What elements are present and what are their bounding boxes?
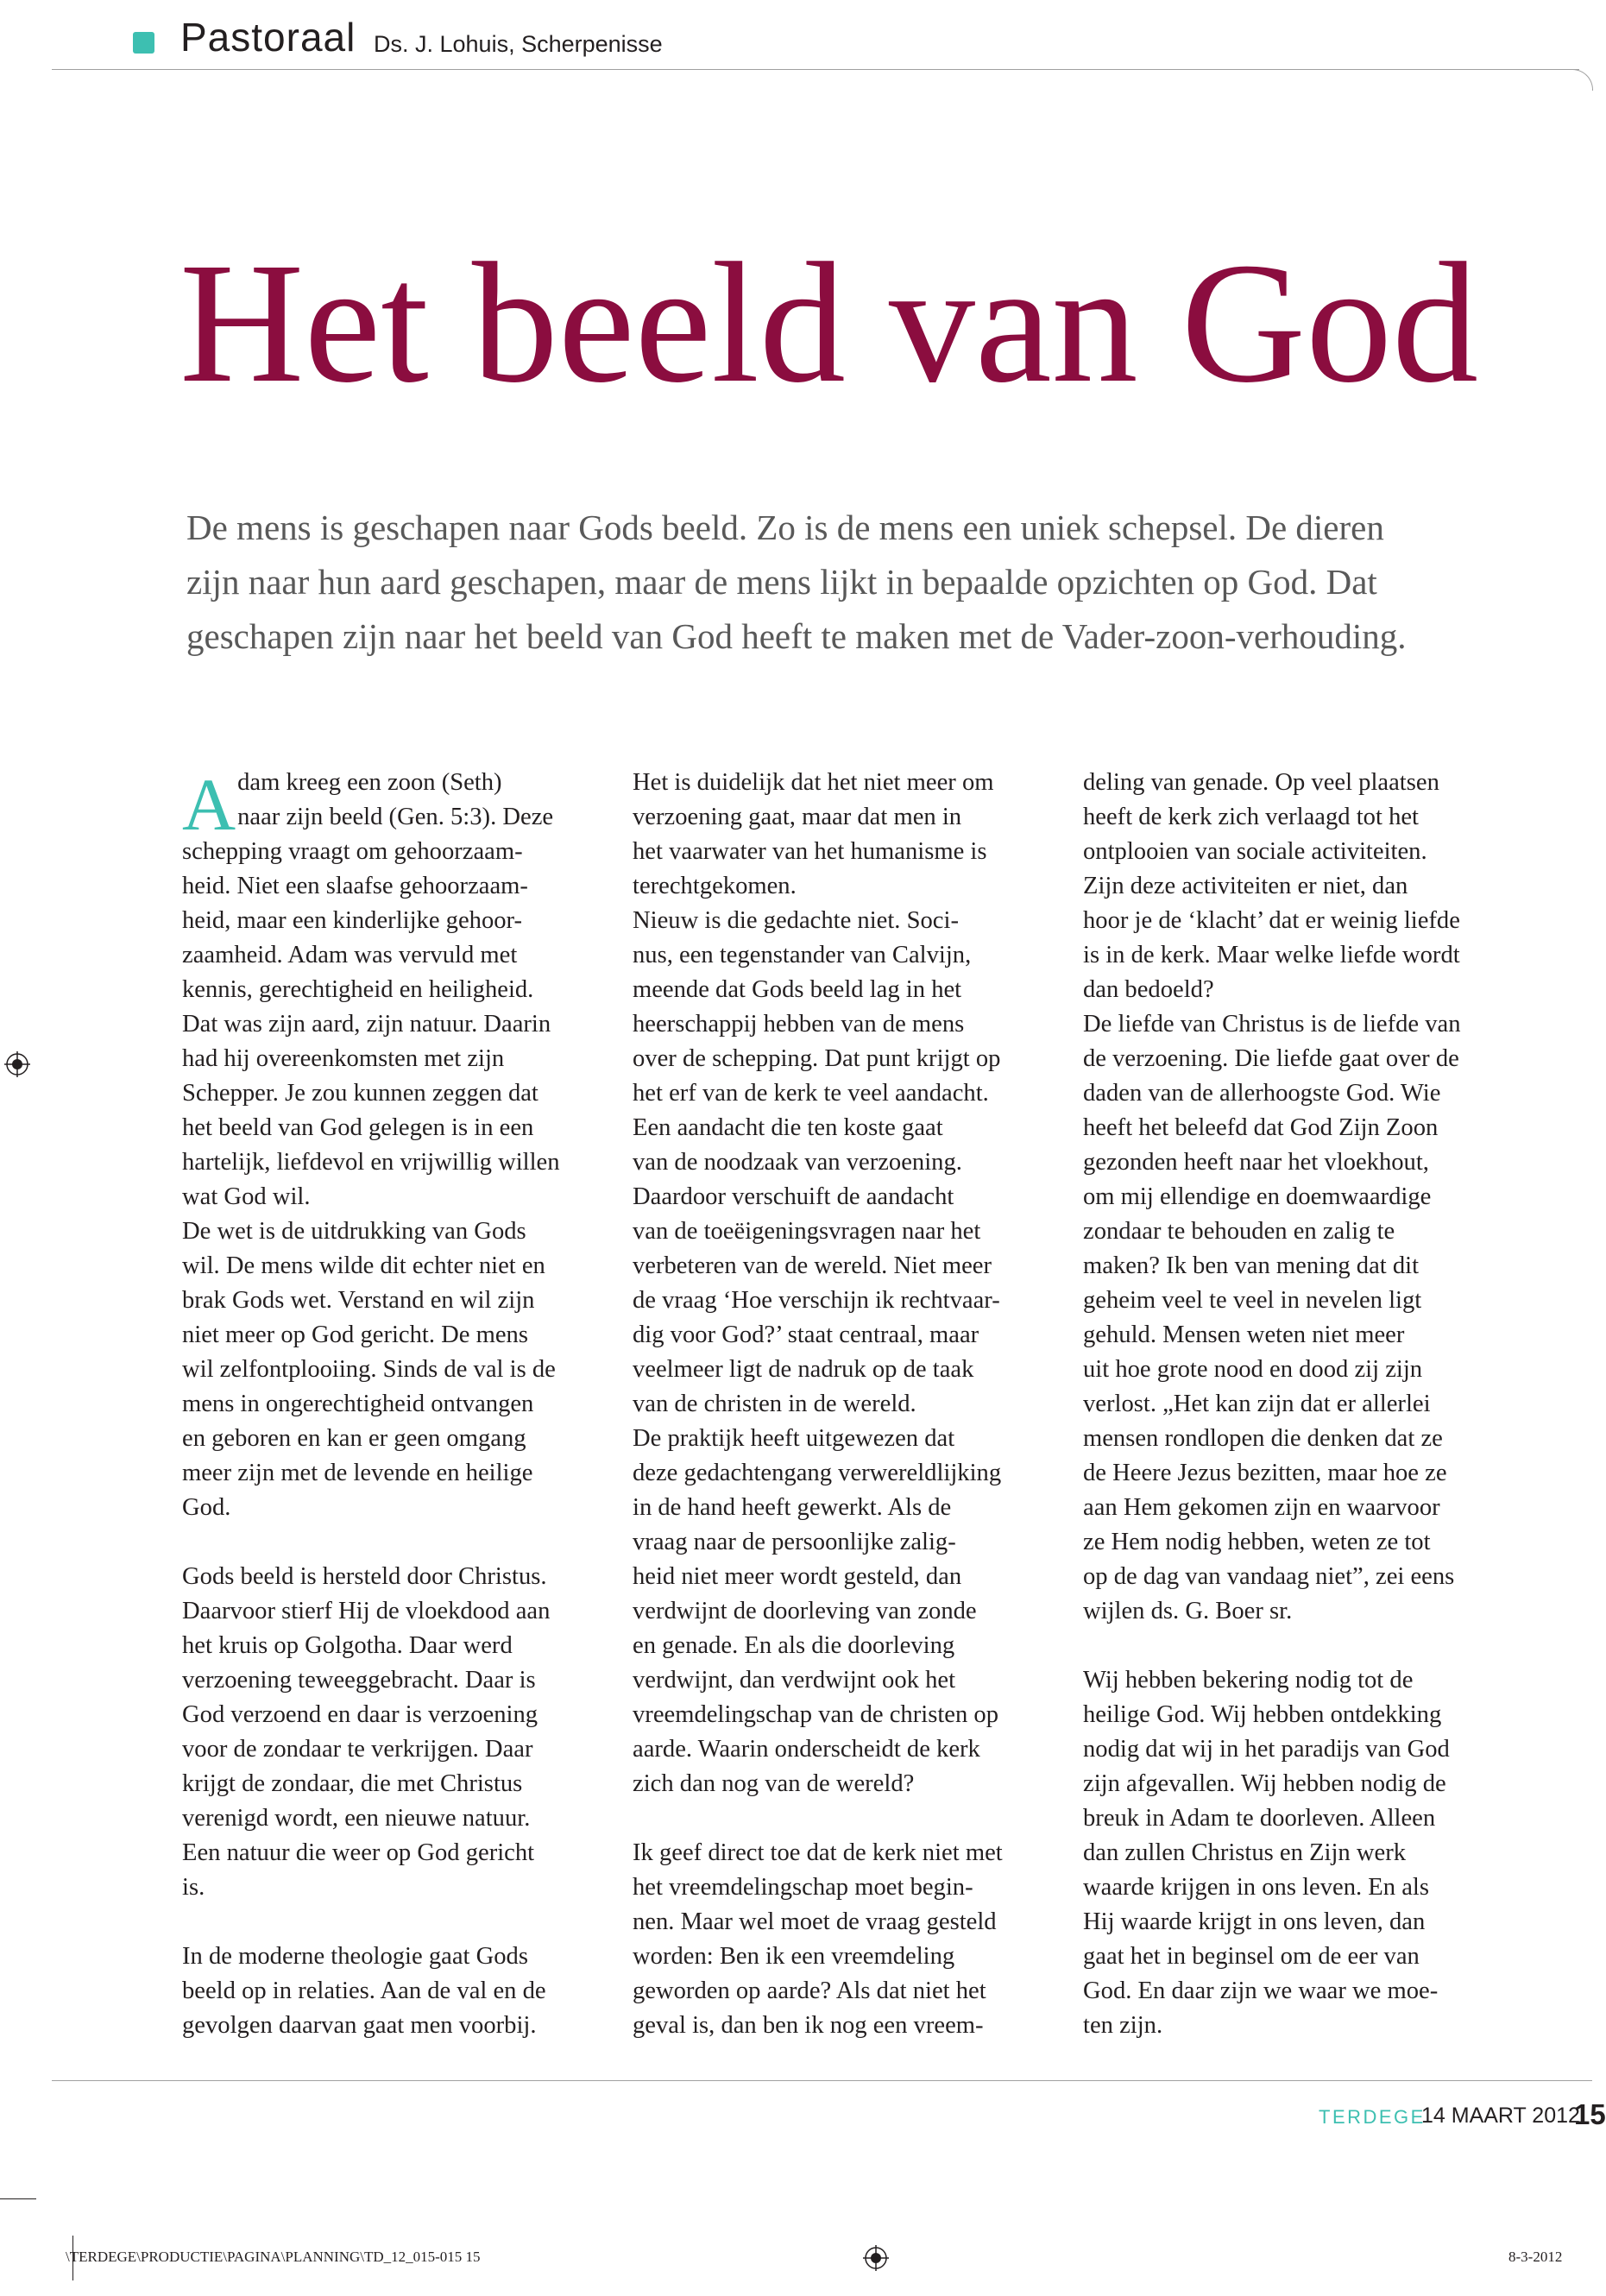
- text-line: heeft de kerk zich verlaagd tot het: [1083, 804, 1420, 830]
- text-line: dam kreeg een zoon (Seth): [237, 769, 502, 796]
- text-line: Een aandacht die ten koste gaat: [633, 1114, 943, 1141]
- text-line: heid. Niet een slaafse gehoorzaam-: [182, 873, 528, 899]
- text-line: breuk in Adam te doorleven. Alleen: [1083, 1805, 1436, 1832]
- text-line: maken? Ik ben van mening dat dit: [1083, 1252, 1420, 1279]
- text-line: God.: [182, 1494, 231, 1521]
- text-line: heid, maar een kinderlijke gehoor-: [182, 907, 523, 934]
- text-line: kennis, gerechtigheid en heiligheid.: [182, 976, 534, 1003]
- text-line: geval is, dan ben ik nog een vreem-: [633, 2012, 984, 2039]
- text-line: van de noodzaak van verzoening.: [633, 1149, 962, 1176]
- text-line: mensen rondlopen die denken dat ze: [1083, 1425, 1443, 1452]
- text-line: op de dag van vandaag niet”, zei eens: [1083, 1563, 1455, 1590]
- text-line: ten zijn.: [1083, 2012, 1163, 2039]
- paragraph: [633, 904, 1064, 1422]
- text-line: meer zijn met de levende en heilige: [182, 1460, 533, 1486]
- text-line: heilige God. Wij hebben ontdekking: [1083, 1701, 1442, 1728]
- intro-line: De mens is geschapen naar Gods beeld. Zo is de mens een uniek schepsel. De dieren: [186, 508, 1384, 547]
- paragraph: [633, 766, 1064, 904]
- text-line: verzoening teweeggebracht. Daar is: [182, 1667, 536, 1694]
- text-line: het kruis op Golgotha. Daar werd: [182, 1632, 513, 1659]
- text-line: beeld op in relaties. Aan de val en de: [182, 1977, 546, 2004]
- text-column-1: [182, 763, 614, 2043]
- text-line: wil zelfontplooiing. Sinds de val is de: [182, 1356, 556, 1383]
- text-line: heeft het beleefd dat God Zijn Zoon: [1083, 1114, 1439, 1141]
- text-line: had hij overeenkomsten met zijn: [182, 1045, 505, 1072]
- text-line: hartelijk, liefdevol en vrijwillig willen: [182, 1149, 560, 1176]
- paragraph: [182, 763, 614, 1214]
- text-line: gehuld. Mensen weten niet meer: [1083, 1321, 1405, 1348]
- text-line: Schepper. Je zou kunnen zeggen dat: [182, 1080, 538, 1107]
- text-line: verlost. „Het kan zijn dat er allerlei: [1083, 1391, 1431, 1417]
- text-line: nodig dat wij in het paradijs van God: [1083, 1736, 1450, 1763]
- top-corner: [1571, 69, 1593, 91]
- text-line: gevolgen daarvan gaat men voorbij.: [182, 2012, 537, 2039]
- text-line: deze gedachtengang verwereldlijking: [633, 1460, 1002, 1486]
- text-line: Een natuur die weer op God gericht: [182, 1839, 535, 1866]
- text-line: in de hand heeft gewerkt. Als de: [633, 1494, 952, 1521]
- text-line: verenigd wordt, een nieuwe natuur.: [182, 1805, 531, 1832]
- text-line: De praktijk heeft uitgewezen dat: [633, 1425, 955, 1452]
- article-title: Het beeld van God: [179, 228, 1479, 419]
- text-line: naar zijn beeld (Gen. 5:3). Deze: [237, 804, 554, 830]
- text-line: terechtgekomen.: [633, 873, 797, 899]
- text-line: Dat was zijn aard, zijn natuur. Daarin: [182, 1011, 551, 1038]
- intro-line: zijn naar hun aard geschapen, maar de mens lijkt in bepaalde opzichten op God. Dat: [186, 562, 1377, 602]
- text-line: is in de kerk. Maar welke liefde wordt: [1083, 942, 1460, 968]
- text-line: aan Hem gekomen zijn en waarvoor: [1083, 1494, 1440, 1521]
- text-line: krijgt de zondaar, die met Christus: [182, 1770, 523, 1797]
- text-line: vraag naar de persoonlijke zalig-: [633, 1529, 956, 1555]
- text-line: vreemdelingschap van de christen op: [633, 1701, 998, 1728]
- paragraph: [182, 1214, 614, 1525]
- text-line: De wet is de uitdrukking van Gods: [182, 1218, 526, 1245]
- text-line: zijn afgevallen. Wij hebben nodig de: [1083, 1770, 1446, 1797]
- text-line: waarde krijgen in ons leven. En als: [1083, 1874, 1429, 1901]
- text-line: over de schepping. Dat punt krijgt op: [633, 1045, 1001, 1072]
- article-intro: [186, 501, 1533, 664]
- text-line: wijlen ds. G. Boer sr.: [1083, 1598, 1293, 1624]
- text-line: mens in ongerechtigheid ontvangen: [182, 1391, 534, 1417]
- text-line: heerschappij hebben van de mens: [633, 1011, 965, 1038]
- drop-cap: A: [182, 763, 236, 846]
- paragraph: [182, 1940, 614, 2043]
- text-line: de vraag ‘Hoe verschijn ik rechtvaar-: [633, 1287, 1000, 1314]
- text-line: Hij waarde krijgt in ons leven, dan: [1083, 1908, 1426, 1935]
- text-line: veelmeer ligt de nadruk op de taak: [633, 1356, 974, 1383]
- slug-file-path: \TERDEGE\PRODUCTIE\PAGINA\PLANNING\TD_12_015-015 15: [66, 2249, 481, 2265]
- author-byline: Ds. J. Lohuis, Scherpenisse: [374, 31, 663, 57]
- text-line: verdwijnt, dan verdwijnt ook het: [633, 1667, 956, 1694]
- text-line: Daardoor verschuift de aandacht: [633, 1183, 954, 1210]
- text-line: het beeld van God gelegen is in een: [182, 1114, 534, 1141]
- registration-mark-icon: [4, 1051, 30, 1077]
- text-line: ontplooien van sociale activiteiten.: [1083, 838, 1427, 865]
- text-line: van de toeëigeningsvragen naar het: [633, 1218, 981, 1245]
- text-line: is.: [182, 1874, 205, 1901]
- page-number: 15: [1574, 2098, 1606, 2130]
- text-line: Daarvoor stierf Hij de vloekdood aan: [182, 1598, 551, 1624]
- intro-line: geschapen zijn naar het beeld van God heeft te maken met de Vader-zoon-verhouding.: [186, 616, 1407, 656]
- text-line: de Heere Jezus bezitten, maar hoe ze: [1083, 1460, 1447, 1486]
- text-line: God verzoend en daar is verzoening: [182, 1701, 538, 1728]
- text-line: Wij hebben bekering nodig tot de: [1083, 1667, 1414, 1694]
- text-line: het erf van de kerk te veel aandacht.: [633, 1080, 989, 1107]
- text-line: brak Gods wet. Verstand en wil zijn: [182, 1287, 535, 1314]
- text-line: God. En daar zijn we waar we moe-: [1083, 1977, 1439, 2004]
- text-line: voor de zondaar te verkrijgen. Daar: [182, 1736, 533, 1763]
- text-line: Het is duidelijk dat het niet meer om: [633, 769, 994, 796]
- text-line: en geboren en kan er geen omgang: [182, 1425, 526, 1452]
- text-line: geworden op aarde? Als dat niet het: [633, 1977, 986, 2004]
- footer-magazine-name: TERDEGE: [1319, 2106, 1426, 2128]
- crop-mark: [0, 2198, 36, 2199]
- text-line: het vreemdelingschap moet begin-: [633, 1874, 973, 1901]
- top-rule: [52, 69, 1579, 70]
- text-line: aarde. Waarin onderscheidt de kerk: [633, 1736, 980, 1763]
- paragraph: [182, 1560, 614, 1905]
- text-line: Gods beeld is hersteld door Christus.: [182, 1563, 547, 1590]
- text-line: hoor je de ‘klacht’ dat er weinig liefde: [1083, 907, 1460, 934]
- section-label: Pastoraal: [180, 15, 356, 60]
- text-line: wat God wil.: [182, 1183, 311, 1210]
- text-line: Ik geef direct toe dat de kerk niet met: [633, 1839, 1003, 1866]
- text-line: gezonden heeft naar het vloekhout,: [1083, 1149, 1429, 1176]
- text-line: nen. Maar wel moet de vraag gesteld: [633, 1908, 997, 1935]
- text-line: van de christen in de wereld.: [633, 1391, 916, 1417]
- paragraph: [1083, 1007, 1515, 1629]
- text-line: daden van de allerhoogste God. Wie: [1083, 1080, 1441, 1107]
- text-line: geheim veel te veel in nevelen ligt: [1083, 1287, 1422, 1314]
- text-line: dan bedoeld?: [1083, 976, 1214, 1003]
- text-line: dig voor God?’ staat centraal, maar: [633, 1321, 979, 1348]
- text-line: gaat het in beginsel om de eer van: [1083, 1943, 1420, 1970]
- text-line: niet meer op God gericht. De mens: [182, 1321, 528, 1348]
- text-line: en genade. En als die doorleving: [633, 1632, 955, 1659]
- text-line: ze Hem nodig hebben, weten ze tot: [1083, 1529, 1431, 1555]
- text-line: schepping vraagt om gehoorzaam-: [182, 838, 523, 865]
- text-line: deling van genade. Op veel plaatsen: [1083, 769, 1439, 796]
- paragraph: [1083, 1663, 1515, 2043]
- text-line: om mij ellendige en doemwaardige: [1083, 1183, 1432, 1210]
- text-line: nus, een tegenstander van Calvijn,: [633, 942, 972, 968]
- paragraph: [633, 1422, 1064, 1801]
- paragraph: [633, 1836, 1064, 2043]
- text-line: worden: Ben ik een vreemdeling: [633, 1943, 955, 1970]
- section-marker: [133, 32, 154, 54]
- text-line: Nieuw is die gedachte niet. Soci-: [633, 907, 959, 934]
- text-line: dan zullen Christus en Zijn werk: [1083, 1839, 1407, 1866]
- text-line: zondaar te behouden en zalig te: [1083, 1218, 1395, 1245]
- text-line: wil. De mens wilde dit echter niet en: [182, 1252, 545, 1279]
- text-line: In de moderne theologie gaat Gods: [182, 1943, 528, 1970]
- text-line: verdwijnt de doorleving van zonde: [633, 1598, 977, 1624]
- text-column-2: [633, 766, 1064, 2043]
- text-line: meende dat Gods beeld lag in het: [633, 976, 962, 1003]
- bottom-rule: [52, 2080, 1592, 2081]
- text-column-3: [1083, 766, 1515, 2043]
- text-line: zaamheid. Adam was vervuld met: [182, 942, 518, 968]
- text-line: verbeteren van de wereld. Niet meer: [633, 1252, 992, 1279]
- text-line: zich dan nog van de wereld?: [633, 1770, 915, 1797]
- text-line: heid niet meer wordt gesteld, dan: [633, 1563, 962, 1590]
- footer-date: 14 MAART 2012: [1421, 2104, 1580, 2128]
- text-line: De liefde van Christus is de liefde van: [1083, 1011, 1461, 1038]
- text-line: uit hoe grote nood en dood zij zijn: [1083, 1356, 1423, 1383]
- registration-mark-icon: [863, 2245, 889, 2271]
- text-line: Zijn deze activiteiten er niet, dan: [1083, 873, 1408, 899]
- text-line: het vaarwater van het humanisme is: [633, 838, 987, 865]
- slug-date: 8-3-2012: [1508, 2249, 1563, 2265]
- paragraph: [1083, 766, 1515, 1007]
- text-line: verzoening gaat, maar dat men in: [633, 804, 962, 830]
- text-line: de verzoening. Die liefde gaat over de: [1083, 1045, 1459, 1072]
